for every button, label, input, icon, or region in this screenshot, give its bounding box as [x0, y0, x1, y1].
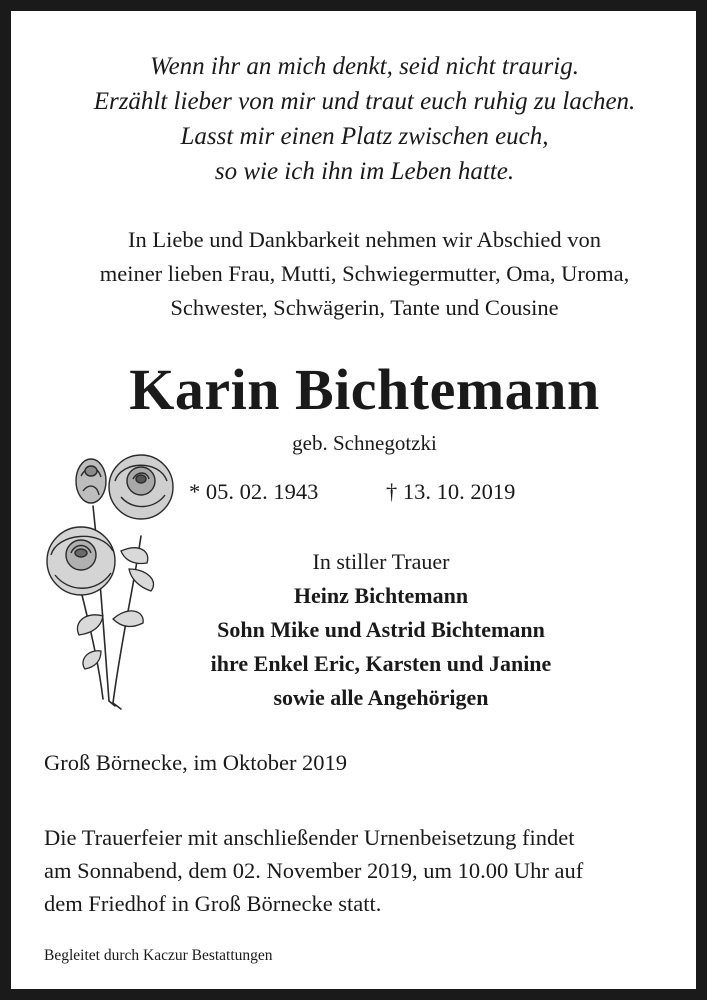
ceremony-line: am Sonnabend, dem 02. November 2019, um 10.00 Uhr auf [44, 858, 584, 883]
intro-line: In Liebe und Dankbarkeit nehmen wir Abschied von [128, 227, 601, 252]
mourner-line: ihre Enkel Eric, Karsten und Janine [210, 651, 552, 676]
maiden-name: geb. Schnegotzki [292, 431, 437, 455]
birth-date: * 05. 02. 1943 [189, 479, 319, 504]
intro-text [11, 223, 707, 325]
poem-line: Lasst mir einen Platz zwischen euch, [180, 123, 549, 150]
place-and-date: Groß Börnecke, im Oktober 2019 [44, 750, 348, 775]
ceremony-info [44, 821, 694, 920]
mourner-line: Heinz Bichtemann [293, 583, 469, 608]
funeral-home-credit: Begleitet durch Kaczur Bestattungen [44, 947, 273, 964]
poem [11, 49, 707, 189]
ceremony-line: Die Trauerfeier mit anschließender Urnenbeisetzung findet [44, 825, 575, 850]
mourner-line: sowie alle Angehörigen [273, 685, 489, 710]
poem-line: so wie ich ihn im Leben hatte. [214, 158, 515, 185]
life-dates [189, 477, 549, 507]
mourners-heading: In stiller Trauer [312, 549, 450, 574]
mourners [131, 545, 631, 715]
ceremony-line: dem Friedhof in Groß Börnecke statt. [44, 891, 382, 916]
intro-line: meiner lieben Frau, Mutti, Schwiegermutter, Oma, Uroma, [99, 261, 630, 286]
death-date: † 13. 10. 2019 [386, 479, 516, 504]
intro-line: Schwester, Schwägerin, Tante und Cousine [170, 295, 559, 320]
poem-line: Erzählt lieber von mir und traut euch ruhig zu lachen. [93, 88, 636, 115]
poem-line: Wenn ihr an mich denkt, seid nicht traurig. [150, 53, 579, 80]
deceased-name: Karin Bichtemann [129, 357, 600, 422]
mourner-line: Sohn Mike und Astrid Bichtemann [217, 617, 545, 642]
